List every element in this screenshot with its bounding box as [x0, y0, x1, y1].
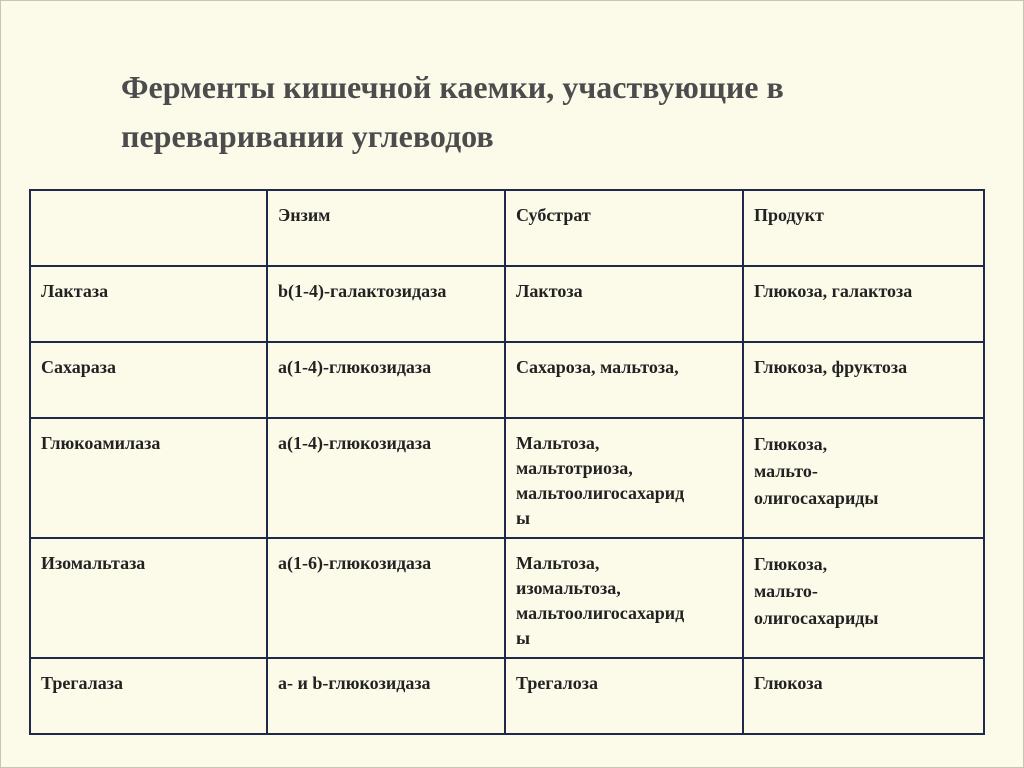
substrate-line: ы	[516, 508, 531, 528]
product-line: Глюкоза, галактоза	[754, 281, 913, 301]
product-cell	[743, 342, 984, 418]
substrate-line: изомальтоза,	[516, 578, 621, 598]
substrate-line: мальтоолигосахарид	[516, 483, 685, 503]
enzyme-type-cell: a- и b-глюкозидаза	[267, 658, 505, 734]
substrate-cell	[505, 658, 743, 734]
table-row	[30, 266, 984, 342]
header-cell-enzyme: Энзим	[267, 190, 505, 266]
product-line: мальто-	[754, 581, 818, 601]
product-line: олигосахариды	[754, 488, 879, 508]
substrate-line: Лактоза	[516, 281, 583, 301]
enzyme-type-cell: b(1-4)-галактозидаза	[267, 266, 505, 342]
table-row	[30, 342, 984, 418]
substrate-cell	[505, 266, 743, 342]
enzyme-type-cell: a(1-4)-глюкозидаза	[267, 418, 505, 538]
enzyme-name-cell: Лактаза	[30, 266, 267, 342]
table-header-row	[30, 190, 984, 266]
title-line-1: Ферменты кишечной каемки, участвующие в	[121, 69, 784, 105]
product-line: Глюкоза	[754, 673, 823, 693]
substrate-cell	[505, 342, 743, 418]
product-line: Глюкоза,	[754, 554, 828, 574]
page-title	[121, 63, 981, 161]
enzyme-name-cell: Изомальтаза	[30, 538, 267, 658]
table-row	[30, 418, 984, 538]
substrate-line: мальтотриоза,	[516, 458, 633, 478]
header-cell-empty	[30, 190, 267, 266]
product-line: мальто-	[754, 461, 818, 481]
substrate-line: ы	[516, 628, 531, 648]
substrate-line: Трегалоза	[516, 673, 598, 693]
product-line: Глюкоза, фруктоза	[754, 357, 908, 377]
product-cell	[743, 538, 984, 658]
product-line: олигосахариды	[754, 608, 879, 628]
substrate-line: Мальтоза,	[516, 553, 600, 573]
table-row	[30, 538, 984, 658]
product-cell	[743, 658, 984, 734]
enzyme-name-cell: Глюкоамилаза	[30, 418, 267, 538]
product-cell	[743, 266, 984, 342]
substrate-cell	[505, 418, 743, 538]
enzyme-name-cell: Сахараза	[30, 342, 267, 418]
enzyme-type-cell: a(1-4)-глюкозидаза	[267, 342, 505, 418]
substrate-cell	[505, 538, 743, 658]
title-line-2: переваривании углеводов	[121, 118, 494, 154]
enzyme-type-cell: a(1-6)-глюкозидаза	[267, 538, 505, 658]
enzyme-name-cell: Трегалаза	[30, 658, 267, 734]
substrate-line: Мальтоза,	[516, 433, 600, 453]
product-cell	[743, 418, 984, 538]
substrate-line: мальтоолигосахарид	[516, 603, 685, 623]
substrate-line: Сахароза, мальтоза,	[516, 357, 679, 377]
product-line: Глюкоза,	[754, 434, 828, 454]
table-row	[30, 658, 984, 734]
enzyme-table	[29, 189, 985, 735]
header-cell-product: Продукт	[743, 190, 984, 266]
header-cell-substrate: Субстрат	[505, 190, 743, 266]
